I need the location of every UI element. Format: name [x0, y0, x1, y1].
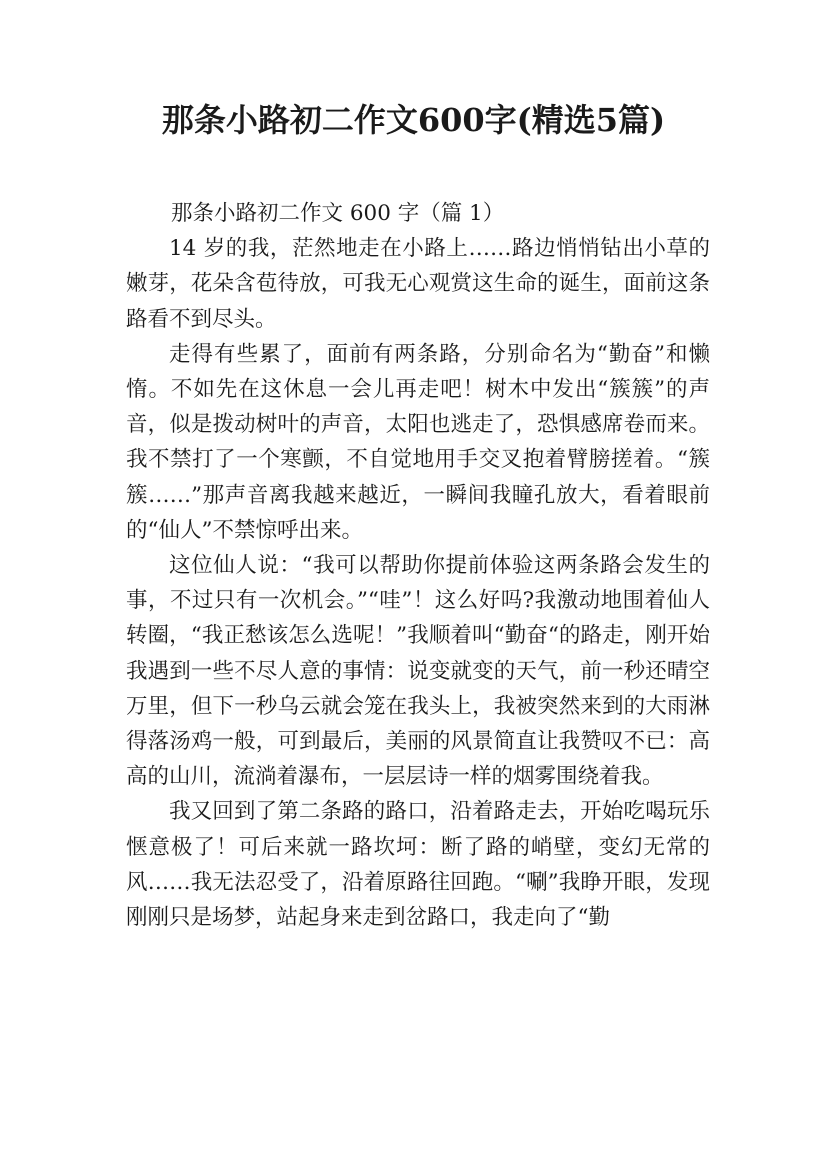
paragraph-2: 走得有些累了，面前有两条路，分别命名为“勤奋”和懒惰。不如先在这休息一会儿再走吧！树木中发出“簇簇”的声音，似是拨动树叶的声音，太阳也逃走了，恐惧感席卷而来。我不禁打了一个寒颤，不自觉地用手交叉抱着臂膀搓着。“簇簇……”那声音离我越来越近，一瞬间我瞳孔放大，看着眼前的“仙人”不禁惊呼出来。	[126, 341, 710, 543]
section-heading: 那条小路初二作文 600 字（篇 1）	[171, 201, 505, 226]
document-title: 那条小路初二作文600字(精选5篇)	[161, 101, 666, 139]
document-body	[126, 196, 710, 935]
paragraph-1: 14 岁的我，茫然地走在小路上……路边悄悄钻出小草的嫩芽，花朵含苞待放，可我无心观赏这生命的诞生，面前这条路看不到尽头。	[126, 236, 710, 332]
paragraph-3: 这位仙人说：“我可以帮助你提前体验这两条路会发生的事，不过只有一次机会。”“哇”！这么好吗?我激动地围着仙人转圈，“我正愁该怎么选呢！”我顺着叫“勤奋“的路走，刚开始我遇到一些不尽人意的事情：说变就变的天气，前一秒还晴空万里，但下一秒乌云就会笼在我头上，我被突然来到的大雨淋得落汤鸡一般，可到最后，美丽的风景简直让我赞叹不已：高高的山川，流淌着瀑布，一层层诗一样的烟雾围绕着我。	[126, 553, 710, 790]
paragraph-4: 我又回到了第二条路的路口，沿着路走去，开始吃喝玩乐惬意极了！可后来就一路坎坷：断了路的峭壁，变幻无常的风……我无法忍受了，沿着原路往回跑。“唰”我睁开眼，发现刚刚只是场梦，站起身来走到岔路口，我走向了“勤	[126, 799, 710, 931]
